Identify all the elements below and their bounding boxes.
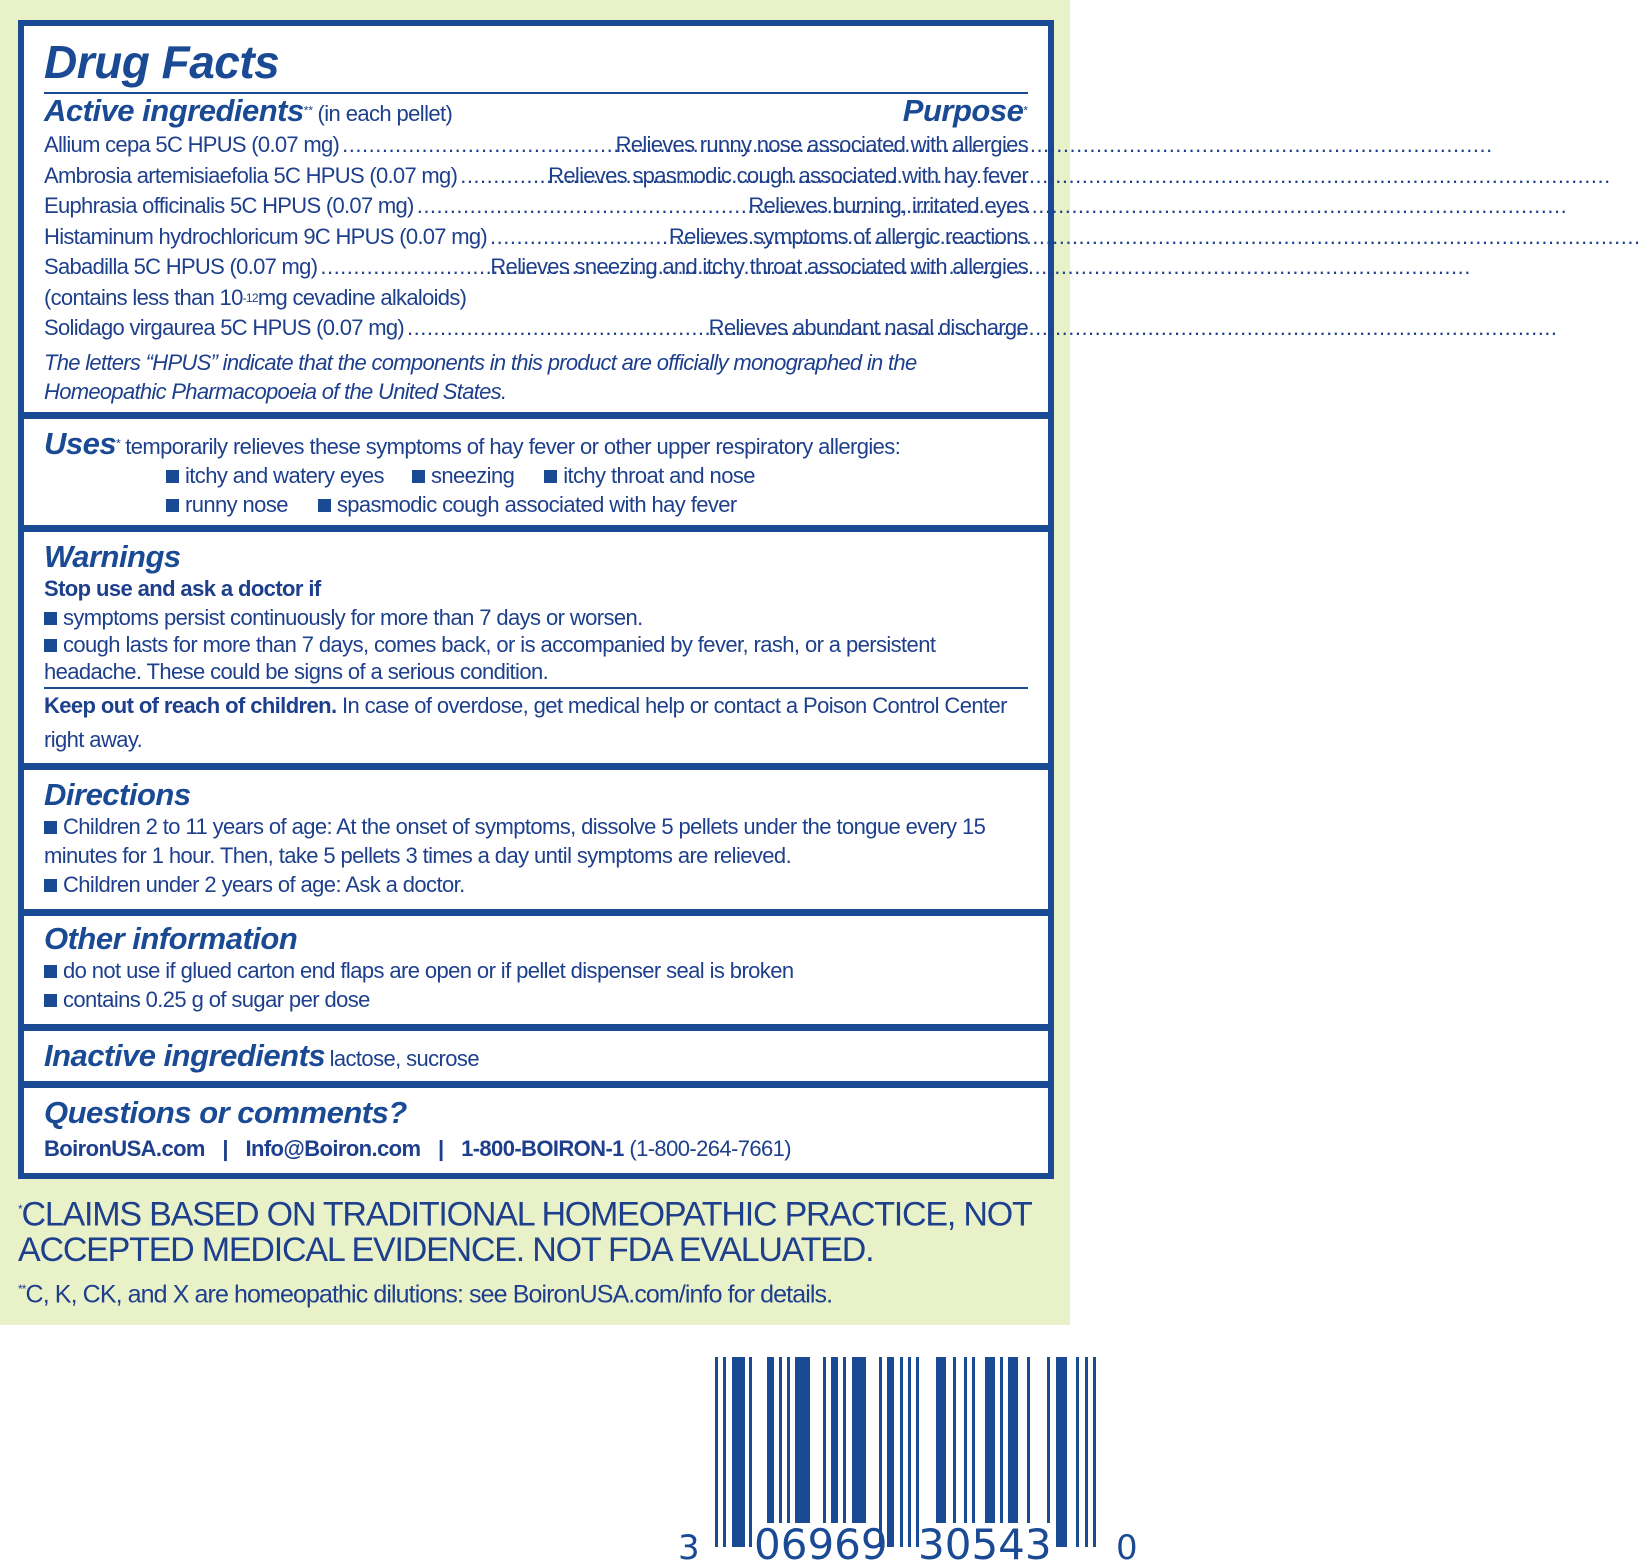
inactive-section [24, 1031, 1048, 1088]
dot-leader [460, 161, 545, 192]
ingredient-purpose: Relieves symptoms of allergic reactions [668, 223, 1028, 249]
barcode-bar [843, 1357, 846, 1523]
dot-leader [490, 222, 666, 253]
uses-item: spasmodic cough associated with hay fever [318, 492, 737, 517]
warnings-section [24, 532, 1048, 770]
barcode-bar [787, 1357, 790, 1523]
other-item: do not use if glued carton end flaps are open or if pellet dispenser seal is broken [44, 956, 1028, 985]
directions-heading: Directions [44, 776, 191, 812]
uses-text: temporarily relieves these symptoms of hay fever or other upper respiratory allergies: [125, 433, 901, 459]
ingredient-row [44, 191, 1028, 222]
barcode-bar [732, 1357, 745, 1547]
barcode-bar [1047, 1357, 1050, 1523]
ingredient-row [44, 130, 1028, 161]
ingredient-row [44, 222, 1028, 253]
drug-facts-title: Drug Facts [44, 36, 280, 88]
ingredient-purpose: Relieves spasmodic cough associated with hay fever [548, 162, 1028, 188]
active-heading: Active ingredients [44, 93, 304, 128]
claims-footnote [18, 1191, 1054, 1268]
sup: * [18, 1201, 22, 1216]
barcode-bar [887, 1357, 894, 1547]
separator: | [437, 1135, 444, 1161]
barcode-digits-right: 30543 [918, 1520, 1052, 1565]
barcode-bar [1085, 1357, 1088, 1547]
sup: * [116, 436, 121, 451]
sabadilla-note [44, 283, 1028, 314]
barcode-bar [916, 1357, 919, 1547]
barcode-bar [908, 1357, 911, 1547]
barcode-bar [1027, 1357, 1030, 1523]
uses-item: itchy and watery eyes [166, 463, 384, 488]
barcode-bar [985, 1357, 995, 1523]
barcode-bar [964, 1357, 967, 1523]
other-item: contains 0.25 g of sugar per dose [44, 985, 1028, 1014]
barcode-bar [779, 1357, 782, 1523]
barcode-bar [900, 1357, 903, 1547]
phone-link[interactable]: 1-800-BOIRON-1 [461, 1135, 624, 1161]
questions-heading: Questions or comments? [44, 1094, 407, 1130]
other-info-section [24, 916, 1048, 1031]
ingredient-name: Solidago virgaurea 5C HPUS (0.07 mg) [44, 315, 404, 340]
sup: ** [303, 103, 314, 118]
separator: | [222, 1135, 228, 1161]
inactive-heading: Inactive ingredients [44, 1037, 326, 1073]
ingredient-purpose: Relieves runny nose associated with allergies [615, 132, 1028, 157]
dot-leader [417, 191, 746, 222]
barcode-digit-check: 0 [1116, 1528, 1138, 1565]
ingredient-name: Histaminum hydrochloricum 9C HPUS (0.07 mg) [44, 223, 488, 249]
other-heading: Other information [44, 920, 298, 956]
barcode-bar [972, 1357, 975, 1523]
dilutions-text: C, K, CK, and X are homeopathic dilutions: see BoironUSA.com/info for details. [25, 1280, 833, 1309]
exponent: -12 [242, 290, 258, 305]
uses-section [24, 419, 1048, 532]
active-ingredients-section [24, 26, 1048, 419]
barcode-digits-left: 06969 [754, 1520, 888, 1565]
dot-leader [407, 313, 706, 344]
note-text: mg cevadine alkaloids) [257, 284, 467, 310]
note-text: (contains less than 10 [44, 284, 243, 310]
ingredient-row [44, 252, 1028, 283]
barcode-bar [852, 1357, 866, 1523]
directions-section [24, 770, 1048, 916]
direction-item: Children under 2 years of age: Ask a doctor. [44, 870, 1028, 899]
ingredient-name: Euphrasia officinalis 5C HPUS (0.07 mg) [44, 193, 414, 218]
barcode-bar [1008, 1357, 1018, 1523]
claims-text: CLAIMS BASED ON TRADITIONAL HOMEOPATHIC PRACTICE, NOT ACCEPTED MEDICAL EVIDENCE. NOT FDA EVALUATED. [18, 1194, 1031, 1269]
sup: * [1023, 103, 1028, 118]
barcode-bar [1093, 1357, 1096, 1547]
purpose-heading: Purpose [902, 93, 1024, 128]
dilutions-footnote [18, 1274, 1054, 1309]
barcode-bar [1076, 1357, 1079, 1547]
uses-item: itchy throat and nose [544, 463, 755, 488]
hpus-note: The letters “HPUS” indicate that the components in this product are officially monographed in the Homeopathic Pharmacopoeia of the United States. [44, 349, 917, 404]
barcode-bar [831, 1357, 838, 1523]
barcode-bar [715, 1357, 718, 1547]
phone-number: (1-800-264-7661) [629, 1135, 791, 1161]
sup: ** [18, 1281, 26, 1296]
stop-use-heading: Stop use and ask a doctor if [44, 575, 321, 601]
barcode-bar [1000, 1357, 1003, 1523]
barcode-bar [1056, 1357, 1067, 1547]
warnings-heading: Warnings [44, 538, 181, 574]
inactive-text: lactose, sucrose [329, 1045, 479, 1071]
ingredient-name: Allium cepa 5C HPUS (0.07 mg) [44, 132, 340, 157]
barcode-digit-first: 3 [678, 1528, 700, 1565]
questions-section [24, 1088, 1048, 1173]
drug-facts-box [18, 20, 1054, 1179]
keep-out-text: In case of overdose, get medical help or contact a Poison Control Center right away. [44, 692, 1007, 752]
ingredient-purpose: Relieves abundant nasal discharge [708, 315, 1028, 340]
barcode-bar [936, 1357, 946, 1523]
dot-leader [342, 130, 612, 161]
warning-item: cough lasts for more than 7 days, comes back, or is accompanied by fever, rash, or a persistent headache. These could be signs of a serious condition. [44, 631, 1028, 685]
direction-item: Children 2 to 11 years of age: At the onset of symptoms, dissolve 5 pellets under the tongue every 15 minutes for 1 hour. Then, take 5 pellets 3 times a day until symptoms are relieved. [44, 812, 1028, 870]
barcode-bar [823, 1357, 826, 1523]
barcode-bar [879, 1357, 882, 1547]
barcode-bar [767, 1357, 774, 1523]
active-note: (in each pellet) [317, 101, 453, 126]
barcode-bar [953, 1357, 956, 1523]
website-link[interactable]: BoironUSA.com [44, 1135, 205, 1161]
uses-item: sneezing [412, 463, 514, 488]
ingredient-name: Sabadilla 5C HPUS (0.07 mg) [44, 254, 318, 279]
keep-out-bold: Keep out of reach of children. [44, 692, 337, 718]
barcode [660, 1345, 1138, 1565]
ingredient-row [44, 313, 1028, 344]
ingredient-name: Ambrosia artemisiaefolia 5C HPUS (0.07 mg) [44, 162, 458, 188]
warning-item: symptoms persist continuously for more than 7 days or worsen. [44, 604, 1028, 631]
barcode-bar [795, 1357, 810, 1523]
ingredient-purpose: Relieves burning, irritated eyes [748, 193, 1028, 218]
barcode-bar [749, 1357, 752, 1547]
barcode-bar [723, 1357, 726, 1547]
email-link[interactable]: Info@Boiron.com [245, 1135, 421, 1161]
dot-leader [320, 252, 487, 283]
uses-heading: Uses [44, 425, 117, 461]
uses-item: runny nose [166, 492, 288, 517]
ingredient-purpose: Relieves sneezing and itchy throat associated with allergies [490, 254, 1028, 279]
ingredient-row [44, 161, 1028, 192]
barcode-area [0, 1325, 1138, 1565]
